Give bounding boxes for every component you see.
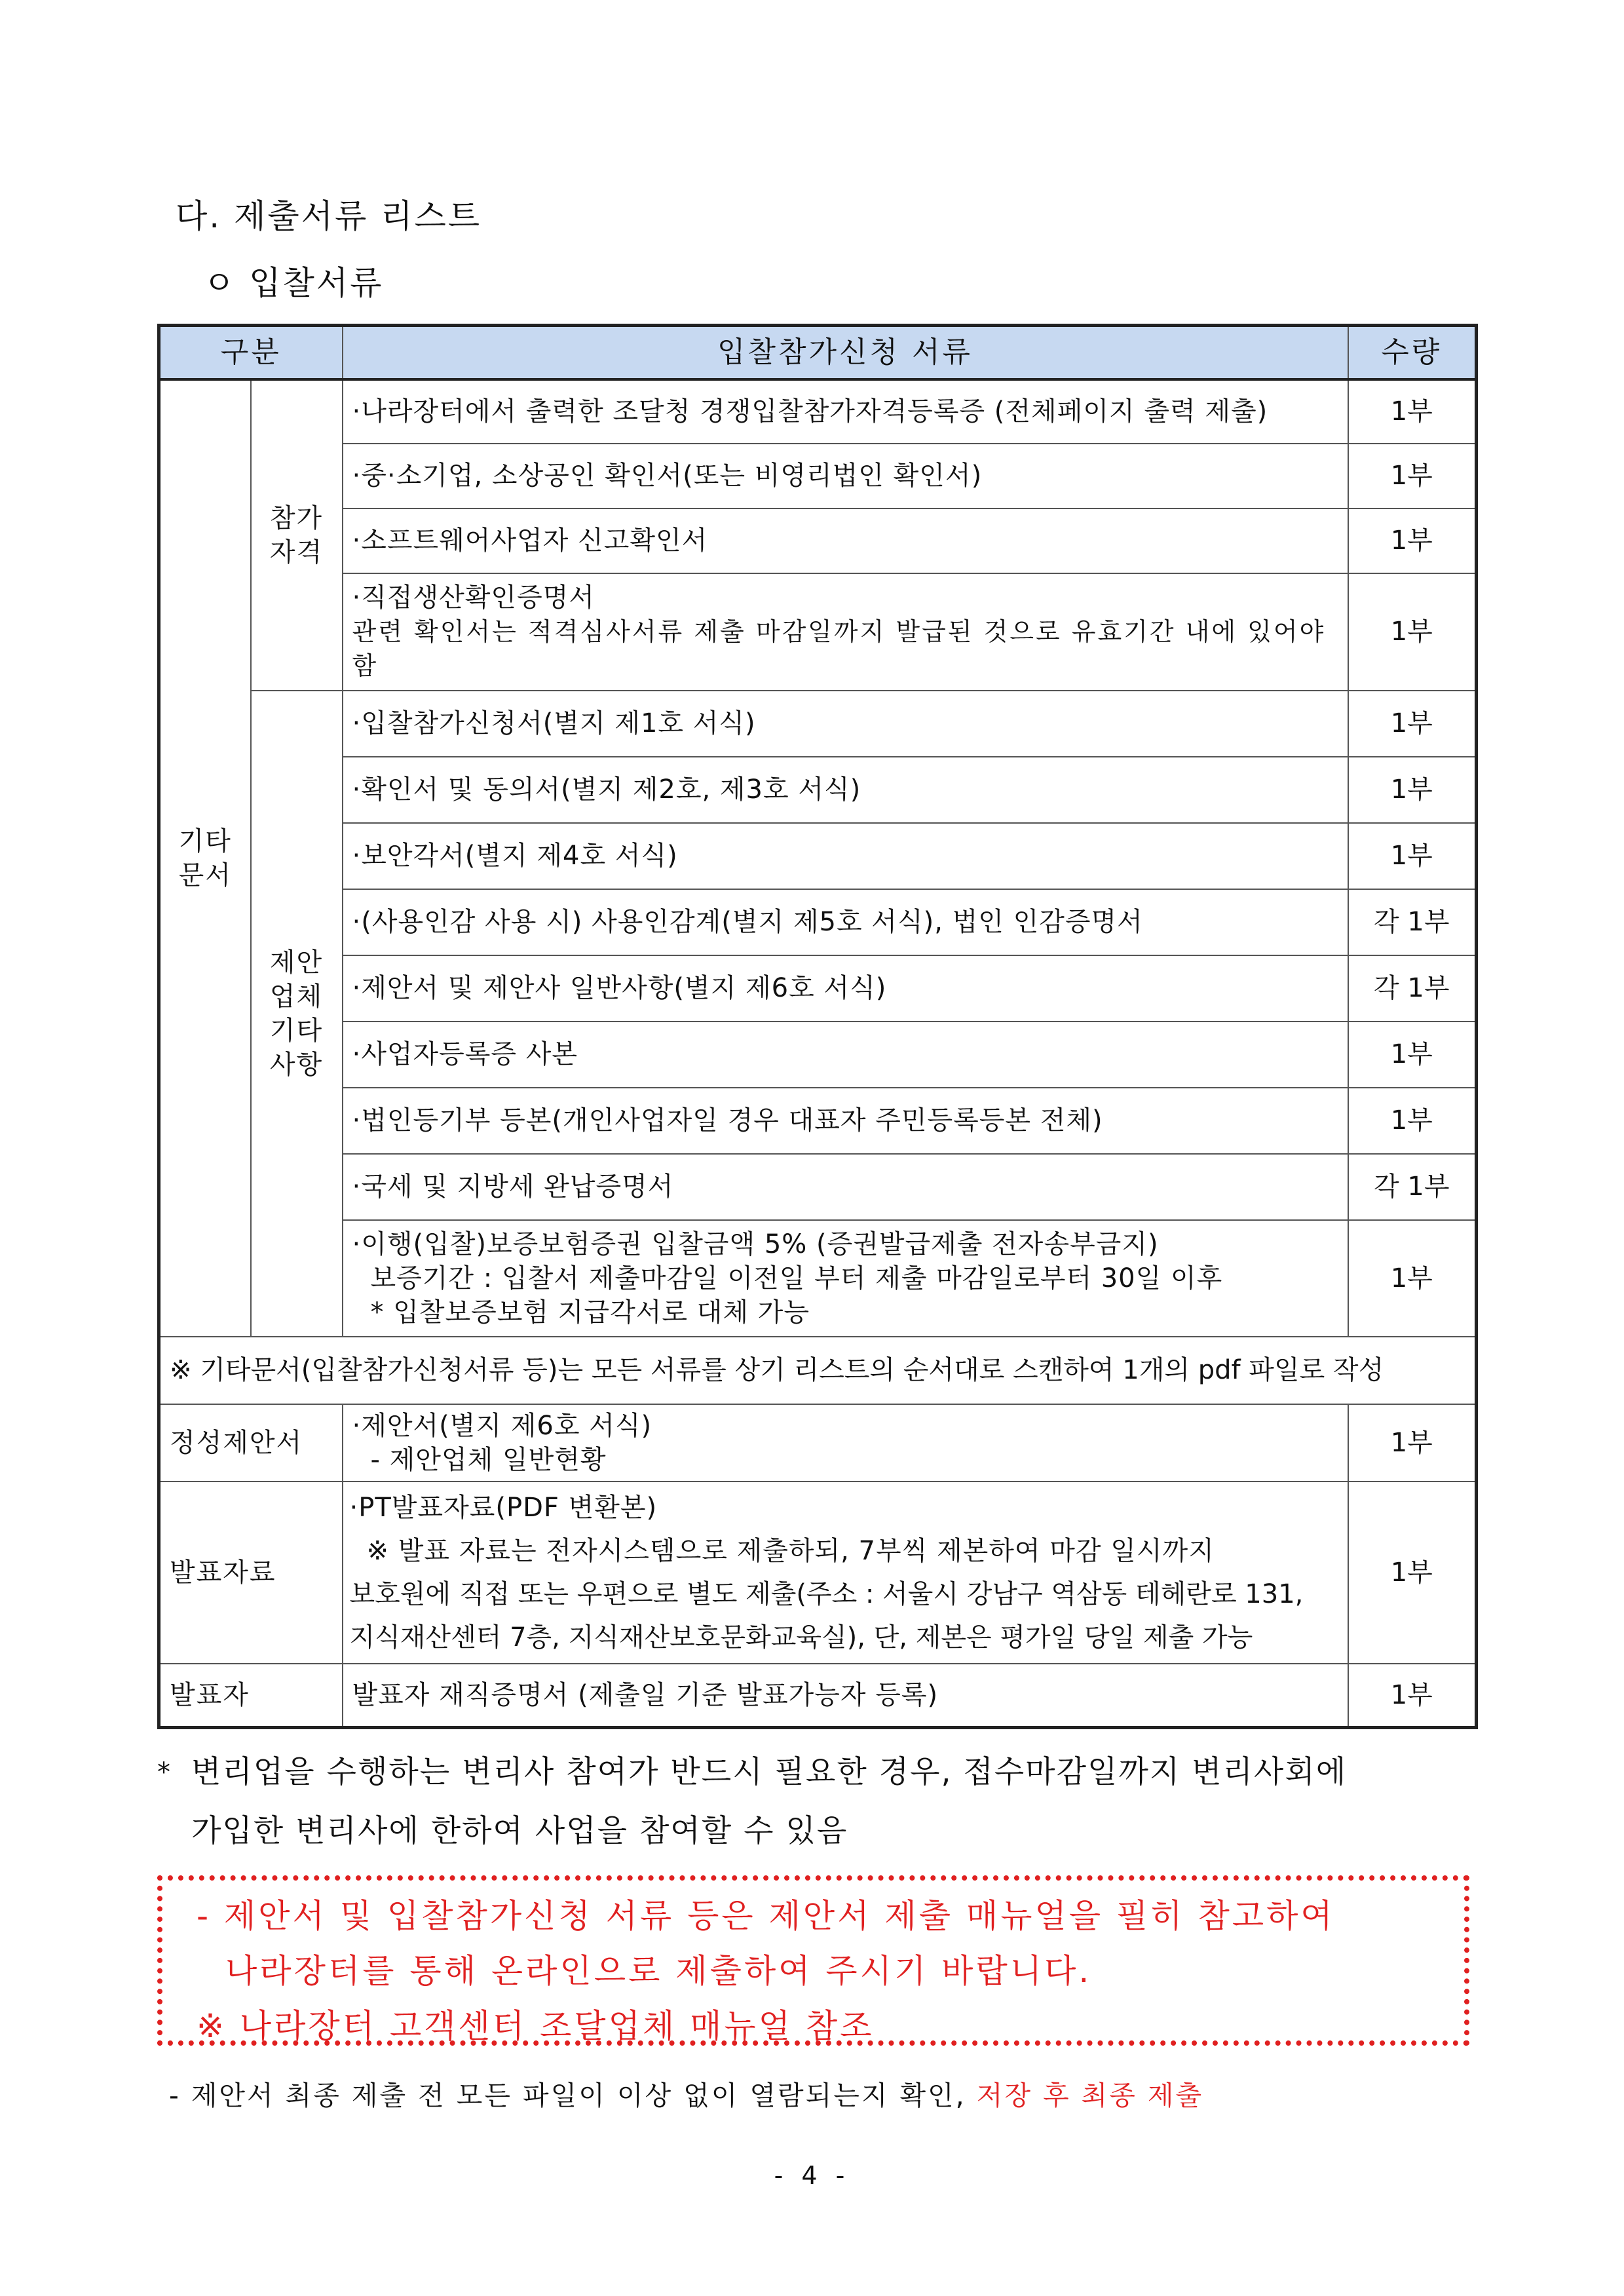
final-check-note — [169, 2074, 1203, 2113]
document-name: ·PT발표자료(PDF 변환본) — [349, 1492, 658, 1523]
table-row — [159, 444, 1477, 508]
document-quantity: 각 1부 — [1348, 889, 1477, 955]
document-quantity: 1부 — [1348, 379, 1477, 444]
table-row — [159, 573, 1477, 691]
table-row — [159, 1482, 1477, 1664]
document-name: ·보안각서(별지 제4호 서식) — [343, 823, 1348, 889]
document-quantity: 1부 — [1348, 757, 1477, 823]
table-row — [159, 955, 1477, 1022]
warning-line: - 제안서 및 입찰참가신청 서류 등은 제안서 제출 매뉴얼을 필히 참고하여 — [197, 1897, 1335, 1935]
table-row — [159, 823, 1477, 889]
document-name: ·국세 및 지방세 완납증명서 — [343, 1154, 1348, 1220]
proposal-label: 정성제안서 — [159, 1404, 343, 1482]
table-row — [159, 691, 1477, 757]
document-quantity: 1부 — [1348, 444, 1477, 508]
document-detail: * 입찰보증보험 지급각서로 대체 가능 — [370, 1297, 810, 1328]
document-name-multiline — [343, 1220, 1348, 1337]
document-name-multiline — [343, 573, 1348, 691]
presentation-label: 발표자료 — [159, 1482, 343, 1664]
table-row — [159, 889, 1477, 955]
note-line: 변리업을 수행하는 변리사 참여가 반드시 필요한 경우, 접수마감일까지 변리사회에 — [191, 1754, 1348, 1790]
document-quantity: 1부 — [1348, 1022, 1477, 1088]
header-quantity: 수량 — [1348, 326, 1477, 379]
document-quantity: 1부 — [1348, 823, 1477, 889]
document-detail: 보호원에 직접 또는 우편으로 별도 제출(주소 : 서울시 강남구 역삼동 테헤란로 131, — [349, 1578, 1304, 1609]
document-name: ·나라장터에서 출력한 조달청 경쟁입찰참가자격등록증 (전체페이지 출력 제출) — [343, 379, 1348, 444]
note-asterisk: * — [157, 1757, 172, 1788]
document-quantity: 각 1부 — [1348, 1154, 1477, 1220]
document-name: ·제안서 및 제안사 일반사항(별지 제6호 서식) — [343, 955, 1348, 1022]
document-name: ·직접생산확인증명서 — [352, 583, 595, 613]
note-line: 가입한 변리사에 한하여 사업을 참여할 수 있음 — [191, 1813, 848, 1849]
document-detail: ※ 발표 자료는 전자시스템으로 제출하되, 7부씩 제본하여 마감 일시까지 — [366, 1535, 1215, 1566]
document-name: ·확인서 및 동의서(별지 제2호, 제3호 서식) — [343, 757, 1348, 823]
document-quantity: 1부 — [1348, 1088, 1477, 1154]
document-detail: 지식재산센터 7층, 지식재산보호문화교육실), 단, 제본은 평가일 당일 제출 가능 — [349, 1622, 1253, 1653]
sub-label-company: 제안 업체 기타 사항 — [251, 691, 343, 1337]
table-row — [159, 757, 1477, 823]
table-header-row — [159, 326, 1477, 379]
document-quantity: 1부 — [1348, 1482, 1477, 1664]
document-name: 발표자 재직증명서 (제출일 기준 발표가능자 등록) — [343, 1664, 1348, 1728]
document-quantity: 1부 — [1348, 573, 1477, 691]
document-quantity: 1부 — [1348, 691, 1477, 757]
submission-documents-table — [157, 324, 1478, 1729]
final-check-highlight: 저장 후 최종 제출 — [976, 2080, 1204, 2111]
header-documents: 입찰참가신청 서류 — [343, 326, 1348, 379]
document-detail: 관련 확인서는 적격심사서류 제출 마감일까지 발급된 것으로 유효기간 내에 있어야 함 — [352, 617, 1326, 680]
document-quantity: 1부 — [1348, 508, 1477, 573]
table-note: ※ 기타문서(입찰참가신청서류 등)는 모든 서류를 상기 리스트의 순서대로 스캔하여 1개의 pdf 파일로 작성 — [159, 1337, 1477, 1404]
document-quantity: 1부 — [1348, 1220, 1477, 1337]
document-name: ·소프트웨어사업자 신고확인서 — [343, 508, 1348, 573]
table-note-row — [159, 1337, 1477, 1404]
section-heading: 다. 제출서류 리스트 — [176, 197, 482, 235]
warning-line: ※ 나라장터 고객센터 조달업체 매뉴얼 참조 — [197, 2007, 875, 2045]
document-detail: 보증기간 : 입찰서 제출마감일 이전일 부터 제출 마감일로부터 30일 이후 — [370, 1263, 1223, 1293]
document-name: ·이행(입찰)보증보험증권 입찰금액 5% (증권발급제출 전자송부금지) — [352, 1229, 1159, 1259]
table-row — [159, 1664, 1477, 1728]
document-name: ·(사용인감 사용 시) 사용인감계(별지 제5호 서식), 법인 인감증명서 — [343, 889, 1348, 955]
document-name: ·중·소기업, 소상공인 확인서(또는 비영리법인 확인서) — [343, 444, 1348, 508]
table-row — [159, 1022, 1477, 1088]
document-name: ·제안서(별지 제6호 서식) — [352, 1410, 652, 1441]
group-label-etc: 기타 문서 — [159, 379, 251, 1337]
document-quantity: 1부 — [1348, 1664, 1477, 1728]
document-name: ·사업자등록증 사본 — [343, 1022, 1348, 1088]
table-row — [159, 1404, 1477, 1482]
sub-label-participation: 참가 자격 — [251, 379, 343, 691]
header-category: 구분 — [159, 326, 343, 379]
patent-attorney-note — [157, 1743, 1475, 1861]
document-detail: - 제안업체 일반현황 — [370, 1444, 607, 1475]
document-name: ·입찰참가신청서(별지 제1호 서식) — [343, 691, 1348, 757]
document-quantity: 각 1부 — [1348, 955, 1477, 1022]
final-check-text: - 제안서 최종 제출 전 모든 파일이 이상 없이 열람되는지 확인, — [169, 2080, 966, 2111]
table-row — [159, 1088, 1477, 1154]
document-quantity: 1부 — [1348, 1404, 1477, 1482]
page-number: - 4 - — [774, 2161, 850, 2190]
table-row — [159, 1220, 1477, 1337]
table-row — [159, 508, 1477, 573]
submission-warning-box — [157, 1875, 1469, 2046]
document-name: ·법인등기부 등본(개인사업자일 경우 대표자 주민등록등본 전체) — [343, 1088, 1348, 1154]
table-row — [159, 379, 1477, 444]
document-name-multiline — [343, 1482, 1348, 1664]
table-row — [159, 1154, 1477, 1220]
subsection-heading: ㅇ 입찰서류 — [203, 264, 384, 302]
presenter-label: 발표자 — [159, 1664, 343, 1728]
warning-line: 나라장터를 통해 온라인으로 제출하여 주시기 바랍니다. — [225, 1952, 1092, 1990]
document-name-multiline — [343, 1404, 1348, 1482]
